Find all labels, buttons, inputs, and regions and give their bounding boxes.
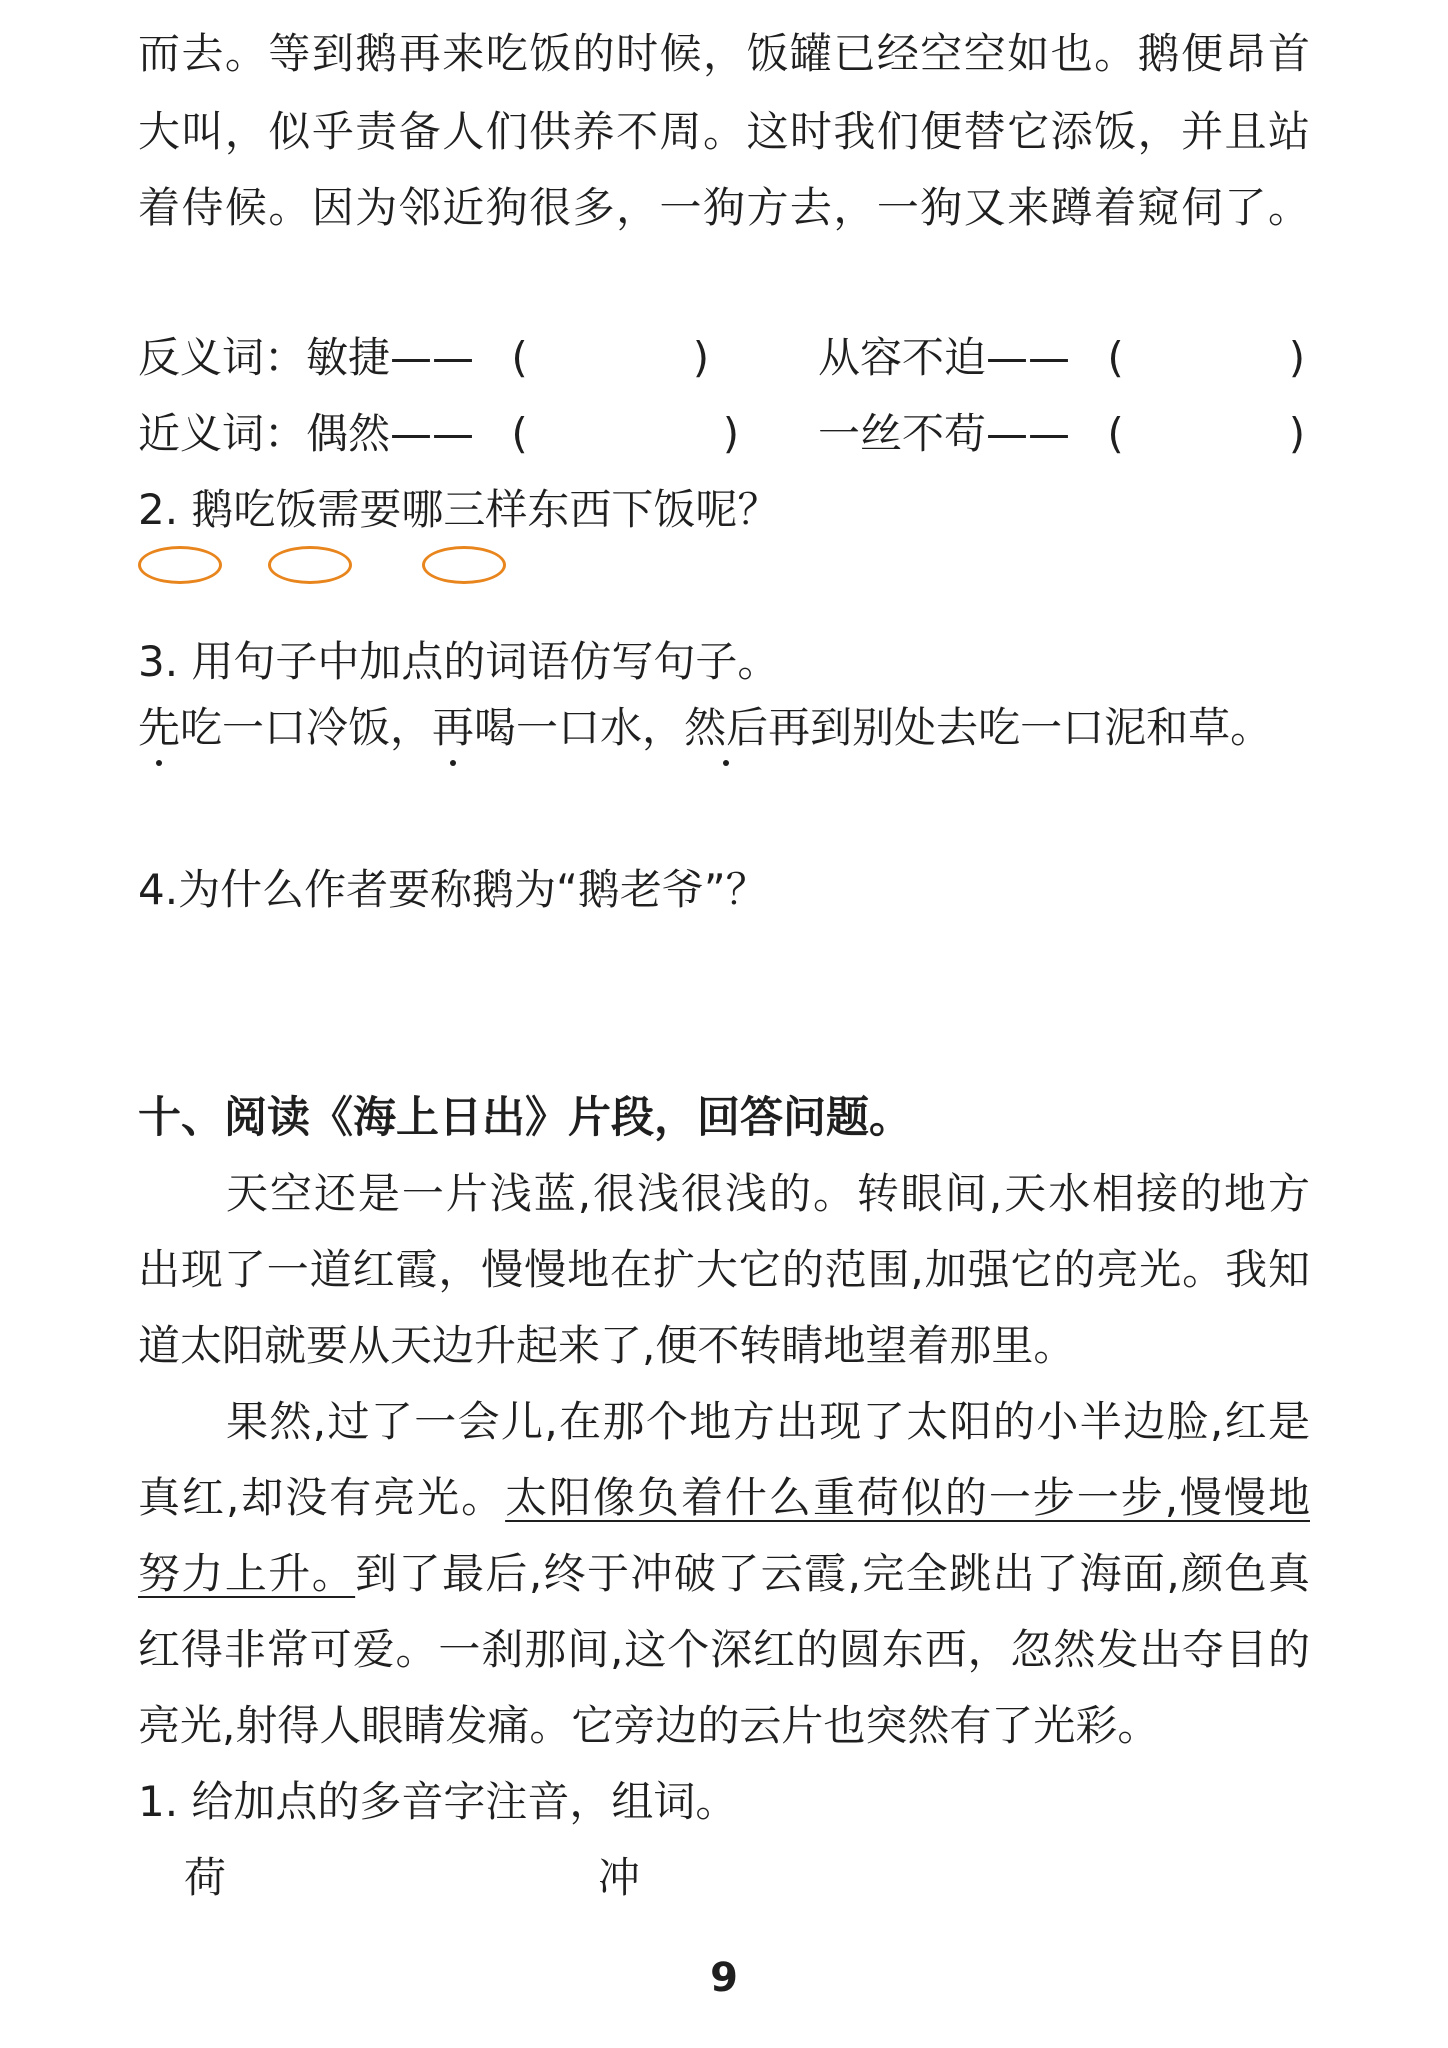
sentence-part: 喝一口水， [474,703,685,752]
antonym-word-1: 敏捷 [306,333,391,382]
paren-open: ( [1107,333,1124,382]
answer-oval-3[interactable] [422,546,506,584]
question-2: 2. 鹅吃饭需要哪三样东西下饭呢？ [138,485,780,534]
section-heading: 十、阅读《海上日出》片段，回答问题。 [138,1093,912,1143]
polyphone-char-2: 冲 [598,1853,641,1902]
paren-close: ) [692,333,710,382]
dash: —— [986,333,1071,382]
passage2-line-8: 亮光,射得人眼睛发痛。它旁边的云片也突然有了光彩。 [138,1701,1160,1750]
dotted-word: 然后 [684,700,768,756]
passage2-line-7: 红得非常可爱。一刹那间,这个深红的圆东西，忽然发出夺目的 [138,1625,1310,1674]
dotted-word: 再 [432,700,474,756]
passage-line-1: 而去。等到鹅再来吃饭的时候，饭罐已经空空如也。鹅便昂首 [138,29,1310,78]
passage2-line-2: 出现了一道红霞，慢慢地在扩大它的范围,加强它的亮光。我知 [138,1245,1310,1294]
dash: —— [390,333,475,382]
passage2-line-5 [138,1470,1310,1526]
paren-close: ) [1288,333,1306,382]
answer-oval-1[interactable] [138,546,222,584]
antonym-word-2: 从容不迫 [818,333,987,382]
underlined-sentence: 太阳像负着什么重荷似的一步一步,慢慢地 [505,1473,1310,1522]
question-4: 4.为什么作者要称鹅为“鹅老爷”？ [138,865,768,914]
antonym-row [138,330,709,386]
polyphone-char-1: 荷 [184,1853,227,1902]
question-3: 3. 用句子中加点的词语仿写句子。 [138,637,780,686]
plain-text: 到了最后,终于冲破了云霞,完全跳出了海面,颜色真 [355,1549,1310,1598]
dotted-word: 先 [138,700,180,756]
paren-open: ( [1107,409,1124,458]
synonym-word-1: 偶然 [306,409,391,458]
synonym-label: 近义词： [138,409,307,458]
passage-line-3: 着侍候。因为邻近狗很多，一狗方去，一狗又来蹲着窥伺了。 [138,183,1310,232]
passage2-line-6 [138,1546,1310,1602]
sentence-part: 再到别处去吃一口泥和草。 [768,703,1273,752]
section10-question-1: 1. 给加点的多音字注音，组词。 [138,1777,738,1826]
passage2-line-1: 天空还是一片浅蓝,很浅很浅的。转眼间,天水相接的地方 [226,1169,1310,1218]
underlined-sentence: 努力上升。 [138,1549,356,1598]
paren-open: ( [511,333,528,382]
paren-open: ( [511,409,528,458]
synonym-word-2: 一丝不苟 [818,409,987,458]
model-sentence [138,700,1272,756]
page-number: 9 [710,1955,738,2001]
antonym-row-2 [818,330,1305,386]
dash: —— [390,409,475,458]
paren-close: ) [722,409,740,458]
paren-close: ) [1288,409,1306,458]
synonym-row-2 [818,406,1305,462]
dash: —— [986,409,1071,458]
antonym-label: 反义词： [138,333,307,382]
sentence-part: 吃一口冷饭， [180,703,433,752]
passage2-line-4: 果然,过了一会儿,在那个地方出现了太阳的小半边脸,红是 [226,1397,1310,1446]
answer-oval-2[interactable] [268,546,352,584]
plain-text: 真红,却没有亮光。 [138,1473,506,1522]
passage-line-2: 大叫，似乎责备人们供养不周。这时我们便替它添饭，并且站 [138,107,1310,156]
synonym-row [138,406,739,462]
passage2-line-3: 道太阳就要从天边升起来了,便不转睛地望着那里。 [138,1321,1076,1370]
